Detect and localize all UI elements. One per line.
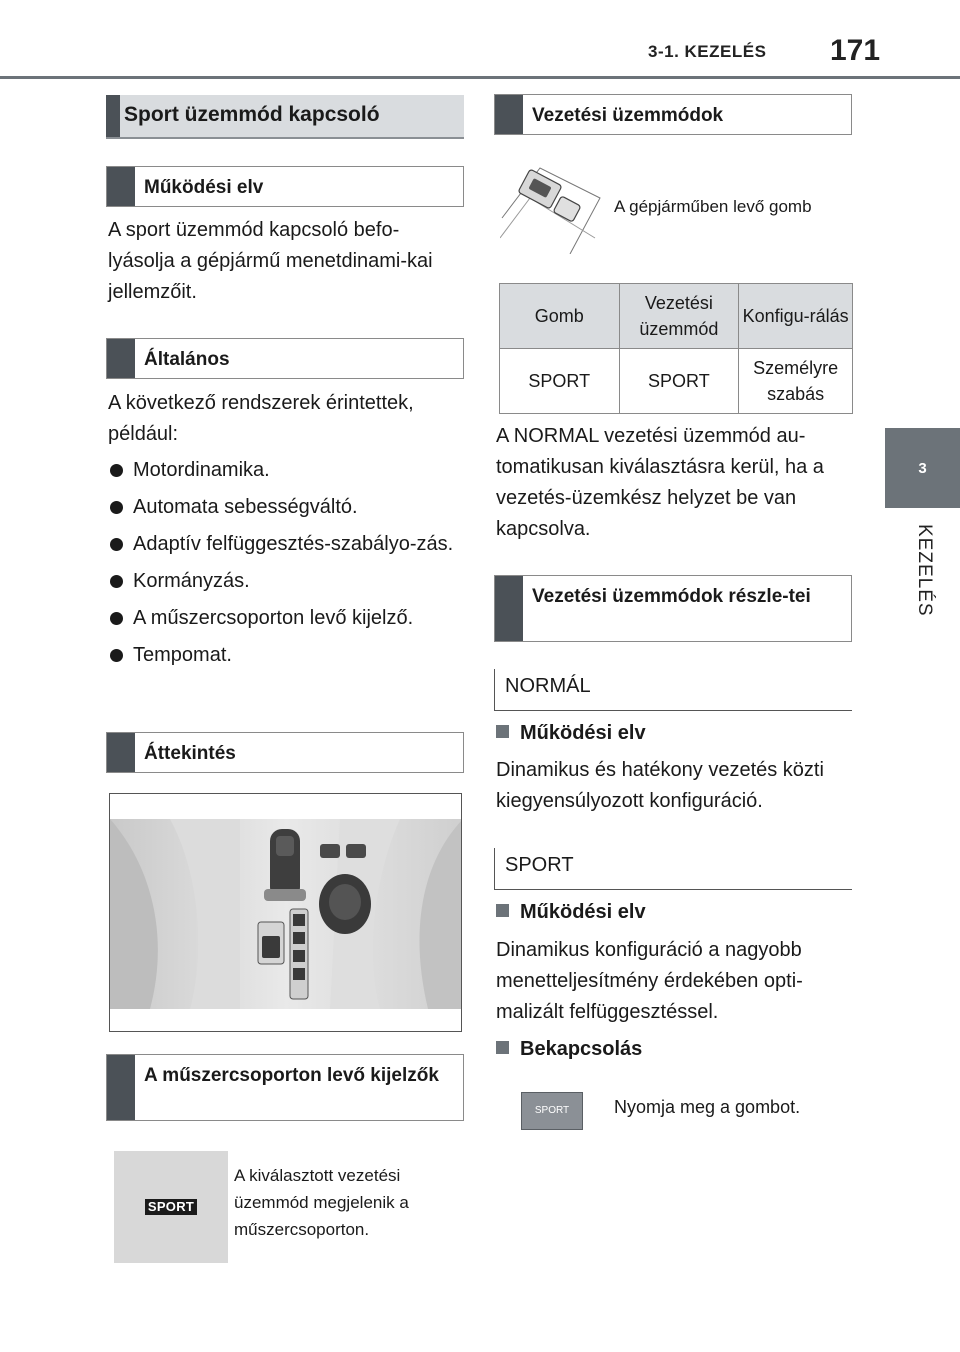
table-header: Vezetési üzemmód [619,284,739,349]
paragraph-normal: Dinamikus és hatékony vezetés közti kiegyensúlyozott konfiguráció. [496,759,824,812]
chapter-label: KEZELÉS [914,524,935,617]
table-row [500,349,853,414]
main-heading: Sport üzemmód kapcsoló [124,103,380,126]
table-header: Gomb [500,284,620,349]
paragraph-altalanos: A következő rendszerek érintettek, például: [108,392,414,445]
list-item: Kormányzás. [108,566,458,597]
subheading-sport-mukodesi: Működési elv [496,901,646,924]
table-cell: Személyre szabás [739,349,853,414]
heading-details: Vezetési üzemmódok részle-tei [494,575,852,642]
list-item: Adaptív felfüggesztés-szabályo-zás. [108,529,458,560]
table-header: Konfigu-rálás [739,284,853,349]
square-bullet-icon [496,1041,509,1054]
section-title: 3-1. KEZELÉS [648,42,767,61]
button-caption: A gépjárműben levő gomb [614,197,812,216]
bullet-list [108,455,458,677]
table-header-row [500,284,853,349]
table-cell: SPORT [619,349,739,414]
paragraph-sport: Dinamikus konfiguráció a nagyobb menetteljesítmény érdekében opti-malizált felfüggesztéssel. [496,939,803,1023]
paragraph-normal-auto: A NORMAL vezetési üzemmód au-tomatikusan kiválasztásra kerül, ha a vezetés-üzemkész helyzet be van kapcsolva. [496,425,824,540]
sport-button-image: SPORT [521,1092,583,1130]
mode-label-normal: NORMÁL [494,669,852,711]
cluster-display-image [114,1151,228,1263]
chapter-tab [885,428,960,508]
heading-altalanos: Általános [106,338,464,379]
console-illustration [109,793,462,1032]
list-item: A műszercsoporton levő kijelző. [108,603,458,634]
drive-button-illustration [500,158,604,254]
heading-modes: Vezetési üzemmódok [494,94,852,135]
drive-button-drawing [500,158,604,254]
cluster-sport-label: SPORT [145,1199,197,1215]
heading-mukodesi: Működési elv [106,166,464,207]
square-bullet-icon [496,904,509,917]
mode-label-sport: SPORT [494,848,852,890]
display-caption: A kiválasztott vezetési üzemmód megjelenik a műszercsoporton. [234,1166,409,1239]
list-item: Tempomat. [108,640,458,671]
console-drawing [110,794,462,1032]
press-button-text: Nyomja meg a gombot. [614,1097,801,1117]
chapter-number: 3 [918,459,927,477]
square-bullet-icon [496,725,509,738]
heading-attekintes: Áttekintés [106,732,464,773]
subheading-bekapcsolas: Bekapcsolás [496,1038,642,1061]
modes-table [499,283,853,414]
table-cell: SPORT [500,349,620,414]
list-item: Motordinamika. [108,455,458,486]
subheading-normal-mukodesi: Működési elv [496,722,646,745]
header-rule [0,76,960,79]
heading-kijelzok: A műszercsoporton levő kijelzők [106,1054,464,1121]
list-item: Automata sebességváltó. [108,492,458,523]
paragraph-mukodesi: A sport üzemmód kapcsoló befo-lyásolja a gépjármű menetdinami-kai jellemzőit. [108,219,433,303]
main-heading-box [106,95,464,139]
page-number: 171 [830,34,881,67]
